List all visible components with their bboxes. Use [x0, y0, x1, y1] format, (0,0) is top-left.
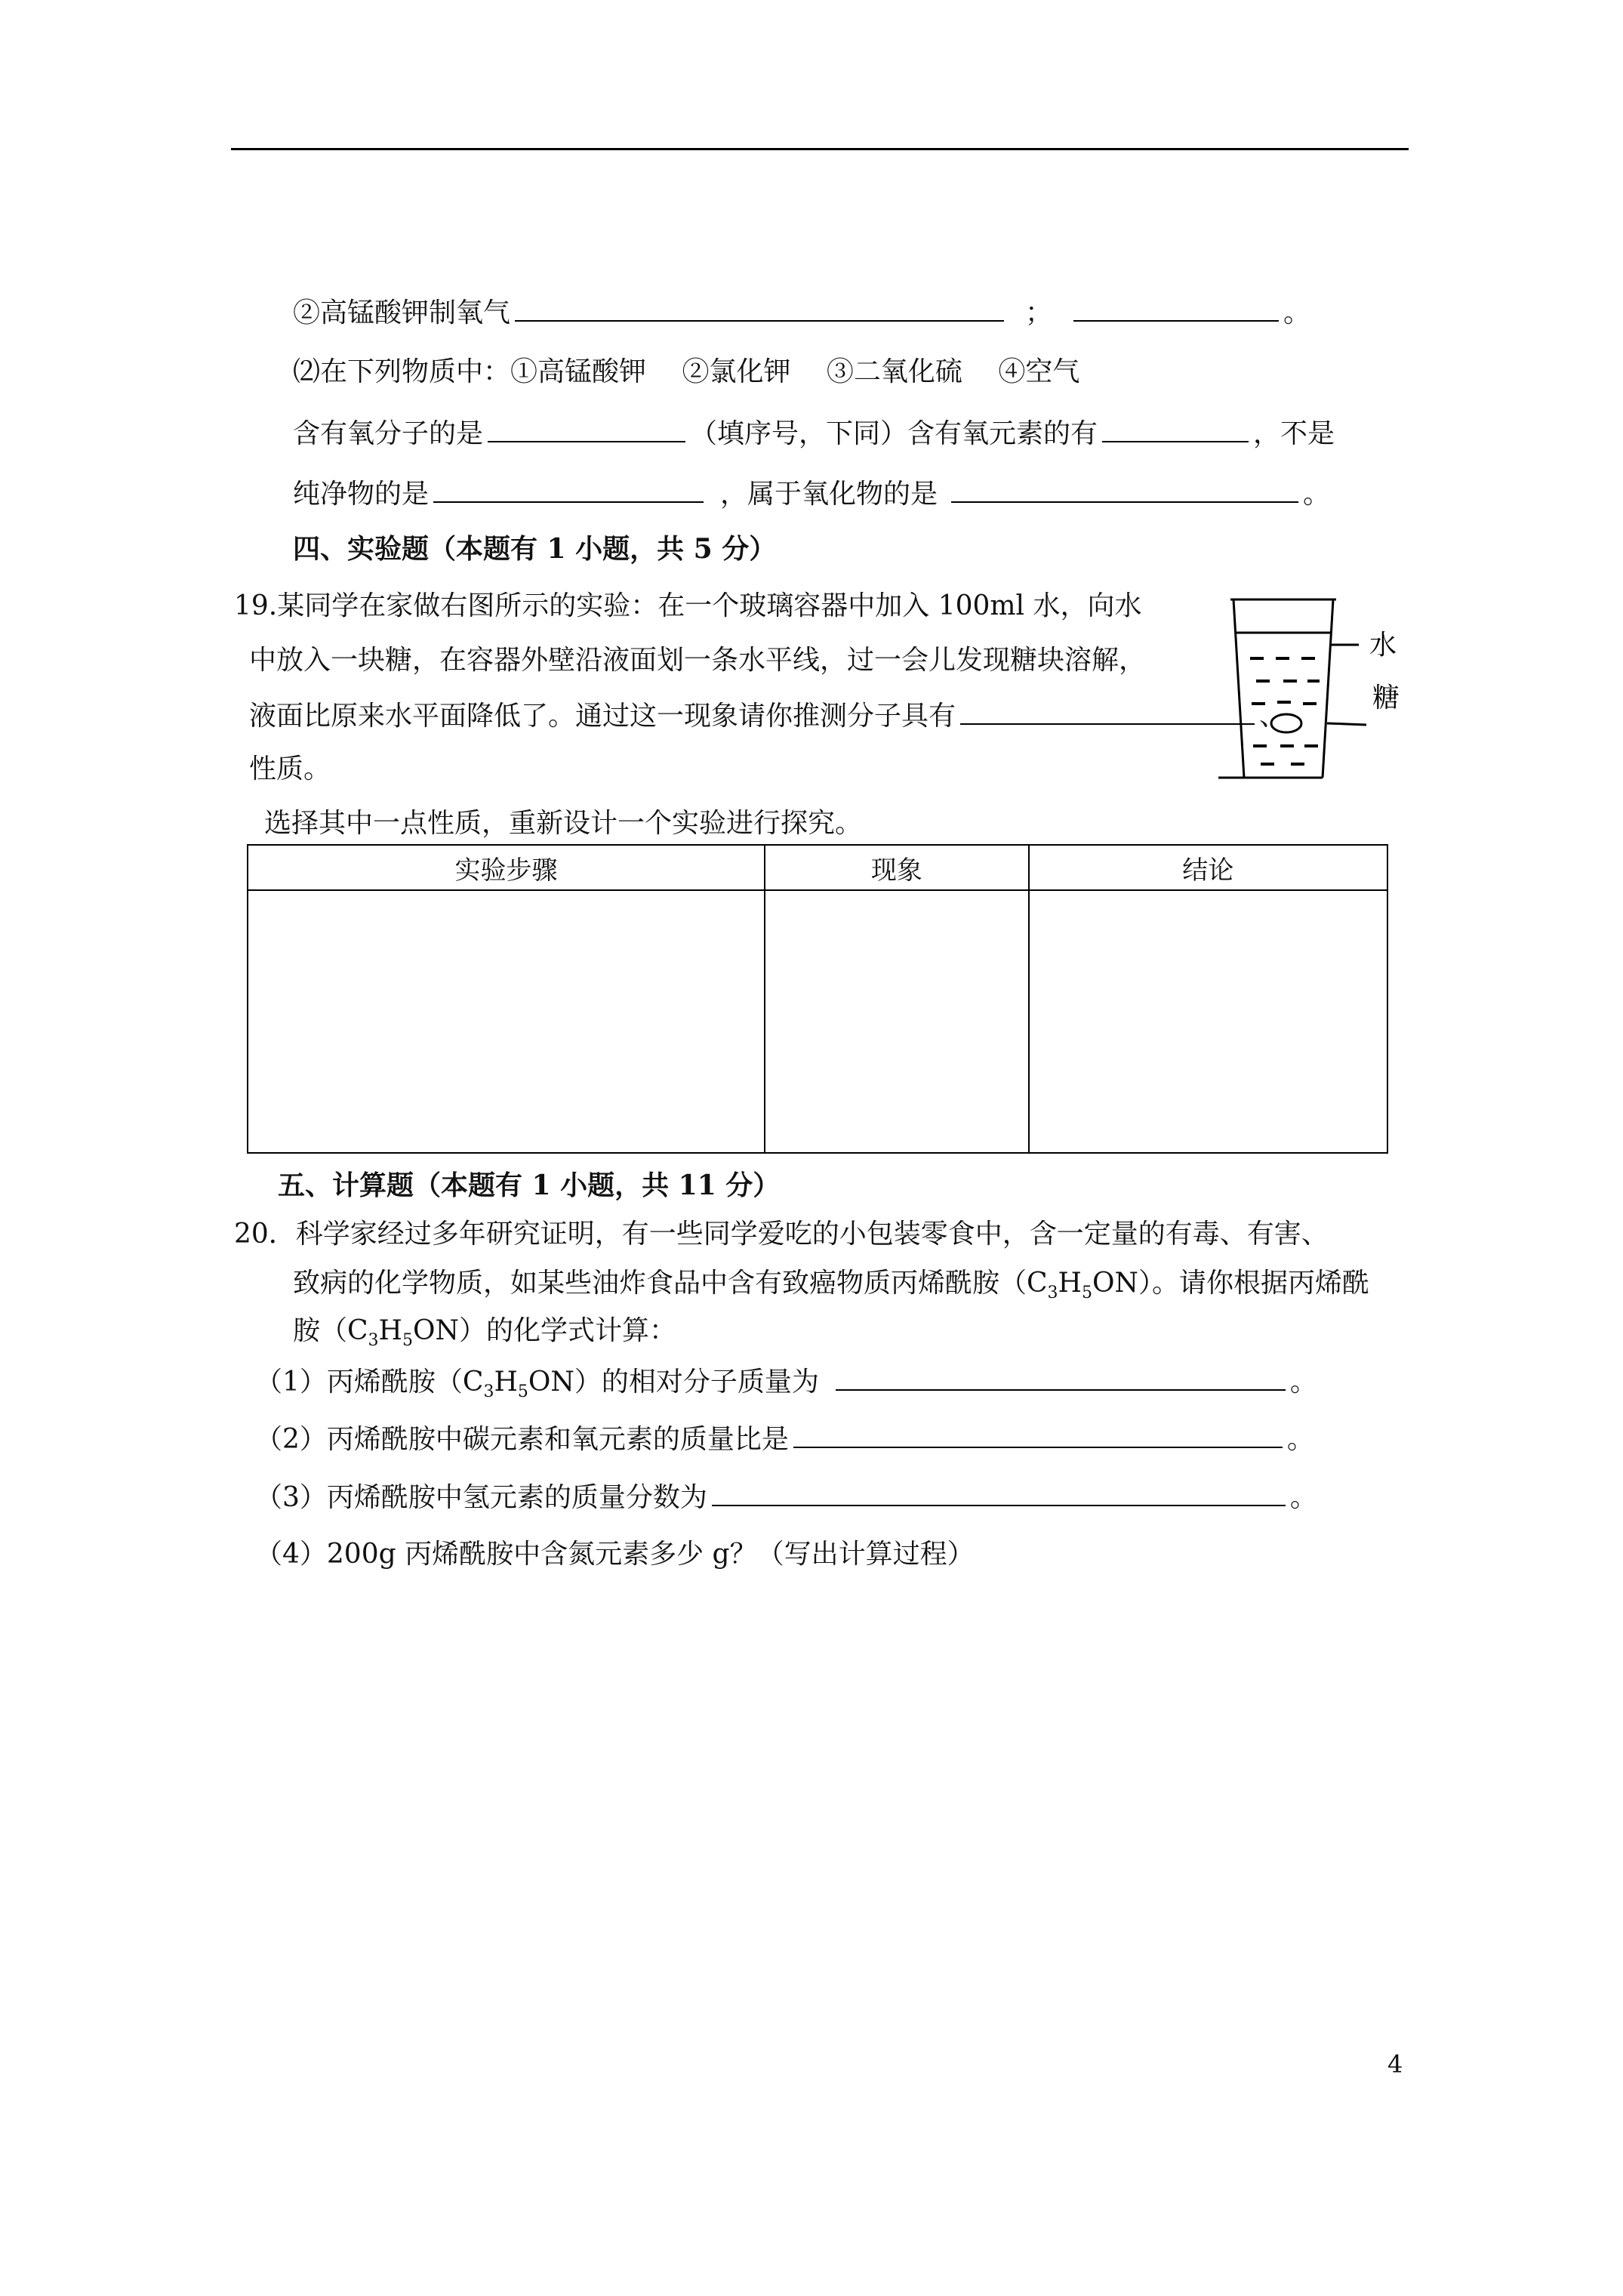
hydrogen-symbol: H — [1058, 1268, 1082, 1299]
answer-blank-kmno4-equation[interactable] — [515, 294, 1004, 322]
answer-blank-mass-fraction[interactable] — [712, 1479, 1286, 1506]
section-4-heading: 四、实验题（本题有 1 小题，共 5 分） — [293, 533, 777, 565]
q19-line-1: 19.某同学在家做右图所示的实验：在一个玻璃容器中加入 100ml 水，向水 — [234, 590, 1142, 621]
page-number: 4 — [1387, 2050, 1403, 2079]
period: 。 — [1286, 1424, 1314, 1455]
ask-o2-molecule: 含有氧分子的是 — [293, 418, 484, 449]
answer-cell-phenomenon[interactable] — [765, 890, 1029, 1153]
ask-pure-cont: 纯净物的是 — [293, 479, 430, 510]
subscript-5: 5 — [517, 1382, 528, 1402]
beaker-figure — [1208, 589, 1400, 793]
semicolon: ； — [1025, 297, 1053, 328]
enumeration-comma: 、 — [1259, 701, 1287, 732]
section-5-heading: 五、计算题（本题有 1 小题，共 11 分） — [278, 1170, 781, 1201]
header-steps: 实验步骤 — [248, 845, 765, 890]
experiment-table — [247, 844, 1388, 1154]
q18-kmno4-label: ②高锰酸钾制氧气 — [293, 297, 511, 328]
answer-cell-conclusion[interactable] — [1029, 890, 1387, 1153]
q20-part-4: （4）200g 丙烯酰胺中含氮元素多少 g？（写出计算过程） — [255, 1539, 975, 1570]
answer-blank-not-pure[interactable] — [433, 476, 704, 503]
answer-blank-mass-ratio[interactable] — [793, 1421, 1283, 1448]
period: 。 — [1289, 1482, 1317, 1513]
q20-line-2-pre: 致病的化学物质，如某些油炸食品中含有致癌物质丙烯酰胺（C — [293, 1268, 1048, 1299]
q18-sub2-intro: ⑵在下列物质中：①高锰酸钾 ②氯化钾 ③二氧化硫 ④空气 — [293, 356, 1080, 387]
label-sugar: 糖 — [1372, 683, 1400, 713]
period: 。 — [1303, 479, 1331, 510]
q19-line-5: 选择其中一点性质，重新设计一个实验进行探究。 — [264, 808, 863, 839]
period: 。 — [1283, 297, 1311, 328]
header-conclusion: 结论 — [1029, 845, 1387, 890]
q20-line-3-post: ON）的化学式计算： — [412, 1315, 676, 1346]
q20-part-3 — [255, 1479, 1317, 1515]
q20-part-2 — [255, 1421, 1314, 1457]
q19-line-3 — [249, 698, 1286, 734]
label-water: 水 — [1369, 630, 1397, 661]
subscript-5: 5 — [402, 1331, 413, 1351]
table-row — [248, 890, 1387, 1153]
hydrogen-symbol: H — [494, 1367, 518, 1398]
q19-line-3-text: 液面比原来水平面降低了。通过这一现象请你推测分子具有 — [249, 701, 956, 732]
answer-blank-o2-molecule[interactable] — [488, 415, 685, 442]
q20-line-1: 20．科学家经过多年研究证明，有一些同学爱吃的小包装零食中，含一定量的有毒、有害、 — [234, 1219, 1329, 1250]
period: 。 — [1289, 1367, 1317, 1398]
q19-line-2: 中放入一块糖，在容器外壁沿液面划一条水平线，过一会儿发现糖块溶解， — [249, 645, 1147, 676]
q18-ask-line-2 — [293, 476, 1330, 512]
q20-p1-pre: （1）丙烯酰胺（C — [255, 1367, 484, 1398]
answer-blank-o-element[interactable] — [1102, 415, 1249, 442]
q20-line-3 — [293, 1314, 676, 1351]
answer-blank-kmno4-type[interactable] — [1073, 294, 1279, 322]
ask-oxide: ，属于氧化物的是 — [720, 479, 938, 510]
q20-p1-post: ON）的相对分子质量为 — [528, 1367, 819, 1398]
subscript-5: 5 — [1081, 1284, 1092, 1303]
q18-kmno4-line — [293, 294, 1310, 331]
q20-p2-text: （2）丙烯酰胺中碳元素和氧元素的质量比是 — [255, 1424, 789, 1455]
table-header-row — [248, 845, 1387, 890]
subscript-3: 3 — [368, 1331, 379, 1351]
header-phenomenon: 现象 — [765, 845, 1029, 890]
fill-note: （填序号，下同）含有氧元素的有 — [690, 418, 1098, 449]
answer-cell-steps[interactable] — [248, 890, 765, 1153]
q20-line-2 — [293, 1266, 1369, 1301]
subscript-3: 3 — [483, 1382, 494, 1402]
q20-line-2-post: ON）。请你根据丙烯酰 — [1092, 1268, 1369, 1299]
q20-p3-text: （3）丙烯酰胺中氢元素的质量分数为 — [255, 1482, 707, 1513]
q20-line-3-pre: 胺（C — [293, 1315, 368, 1346]
answer-blank-molar-mass[interactable] — [836, 1364, 1286, 1391]
hydrogen-symbol: H — [378, 1315, 402, 1346]
ask-not-pure: ，不是 — [1253, 418, 1335, 449]
q19-line-4: 性质。 — [249, 754, 331, 784]
q20-part-1 — [255, 1364, 1317, 1400]
answer-blank-oxide[interactable] — [951, 476, 1298, 503]
header-rule — [231, 148, 1409, 150]
q18-ask-line — [293, 415, 1335, 451]
subscript-3: 3 — [1047, 1284, 1058, 1303]
